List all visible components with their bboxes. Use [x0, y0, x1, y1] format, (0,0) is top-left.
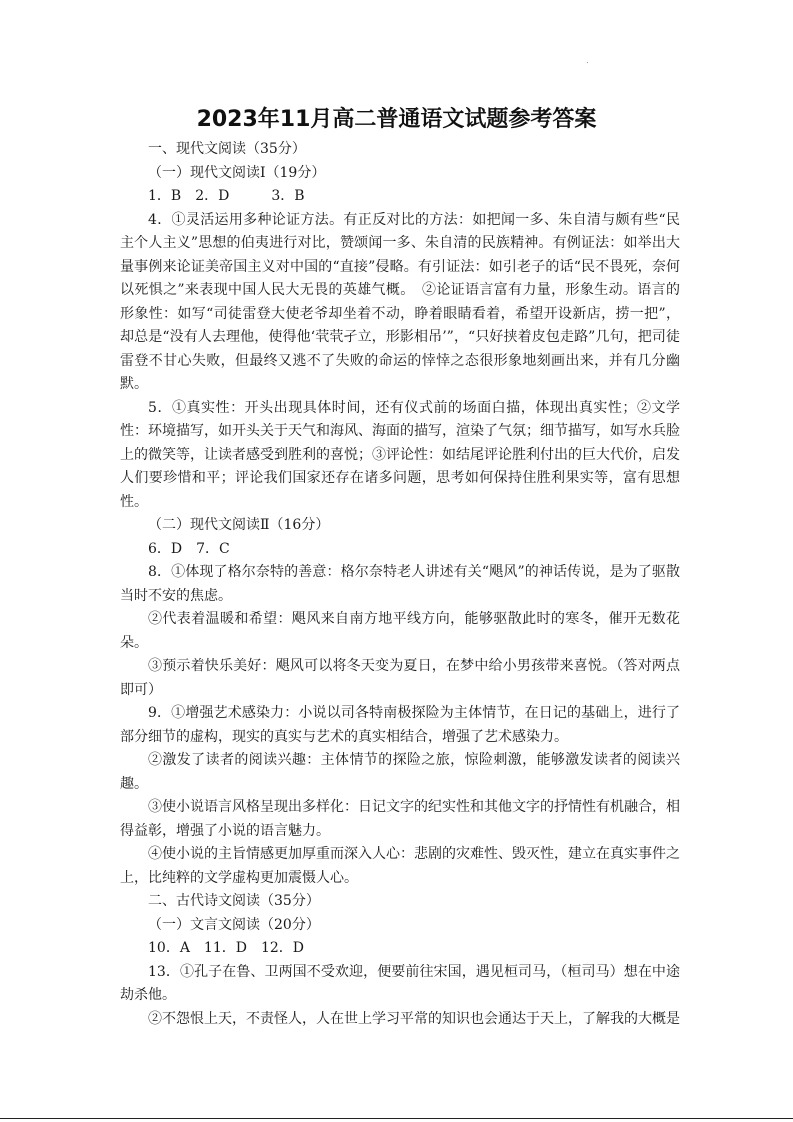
scan-dot	[587, 62, 588, 63]
subsection-header-2-1: （一）文言文阅读（20分）	[148, 916, 320, 933]
answer-13-point-1: 13．①孔子在鲁、卫两国不受欢迎，便要前往宋国，遇见桓司马，（桓司马）想在中途劫杀他。	[120, 963, 680, 1003]
answer-13-point-2: ②不怨恨上天，不责怪人，人在世上学习平常的知识也会通达于天上，了解我的大概是	[148, 1010, 680, 1027]
answer-5: 5．①真实性：开头出现具体时间，还有仪式前的场面白描，体现出真实性；②文学性：环境描写，如开头关于天气和海风、海面的描写，渲染了气氛；细节描写，如写水兵脸上的微笑等，让读者感受到胜利的喜悦；③评论性：如结尾评论胜利付出的巨大代价，启发人们要珍惜和平；评论我们国家还存在诸多问题，思考如何保持住胜利果实等，富有思想性。	[120, 399, 680, 510]
answers-1-3: 1．B 2．D 3．B	[148, 188, 305, 204]
answer-4: 4．①灵活运用多种论证方法。有正反对比的方法：如把闻一多、朱自清与颇有些“民主个人主义”思想的伯夷进行对比，赞颂闻一多、朱自清的民族精神。有例证法：如举出大量事例来论证美帝国主义对中国的“直接”侵略。有引证法：如引老子的话“民不畏死，奈何以死惧之”来表现中国人民大无畏的英雄气概。 ②论证语言富有力量，形象生动。语言的形象性：如写“司徒雷登大使老爷却坐着不动，睁着眼睛看着，希望开设新店，捞一把”，却总是“没有人去理他，使得他‘茕茕孑立，形影相吊’”，“只好挟着皮包走路”几句，把司徒雷登不甘心失败，但最终又逃不了失败的命运的悻悻之态很形象地刻画出来，并有几分幽默。	[120, 211, 680, 392]
answer-9-point-2: ②激发了读者的阅读兴趣：主体情节的探险之旅，惊险刺激，能够激发读者的阅读兴趣。	[120, 752, 680, 792]
answer-8-point-3: ③预示着快乐美好：飓风可以将冬天变为夏日，在梦中给小男孩带来喜悦。（答对两点即可）	[120, 658, 680, 698]
answer-9-point-4: ④使小说的主旨情感更加厚重而深入人心：悲剧的灾难性、毁灭性，建立在真实事件之上，比纯粹的文学虚构更加震慑人心。	[120, 846, 680, 886]
answer-9-point-1: 9．①增强艺术感染力：小说以司各特南极探险为主体情节，在日记的基础上，进行了部分细节的虚构，现实的真实与艺术的真实相结合，增强了艺术感染力。	[120, 705, 680, 745]
answer-8-point-2: ②代表着温暖和希望：飓风来自南方地平线方向，能够驱散此时的寒冬，催开无数花朵。	[120, 611, 680, 651]
answer-8-point-1: 8．①体现了格尔奈特的善意：格尔奈特老人讲述有关“飓风”的神话传说，是为了驱散当时不安的焦虑。	[120, 564, 680, 604]
page-title: 2023年11月高二普通语文试题参考答案	[196, 107, 597, 132]
answers-10-12: 10．A 11．D 12．D	[148, 940, 305, 956]
subsection-header-1-1: （一）现代文阅读Ⅰ（19分）	[148, 164, 326, 181]
answers-6-7: 6．D 7．C	[148, 540, 230, 557]
answer-content	[120, 138, 680, 1031]
section-header-1: 一、现代文阅读（35分）	[148, 141, 306, 157]
page-bottom-rule	[0, 1118, 793, 1119]
subsection-header-1-2: （二）现代文阅读Ⅱ（16分）	[148, 517, 330, 533]
answer-9-point-3: ③使小说语言风格呈现出多样化：日记文字的纪实性和其他文字的抒情性有机融合，相得益彰，增强了小说的语言魅力。	[120, 799, 680, 839]
section-header-2: 二、古代诗文阅读（35分）	[148, 893, 320, 909]
